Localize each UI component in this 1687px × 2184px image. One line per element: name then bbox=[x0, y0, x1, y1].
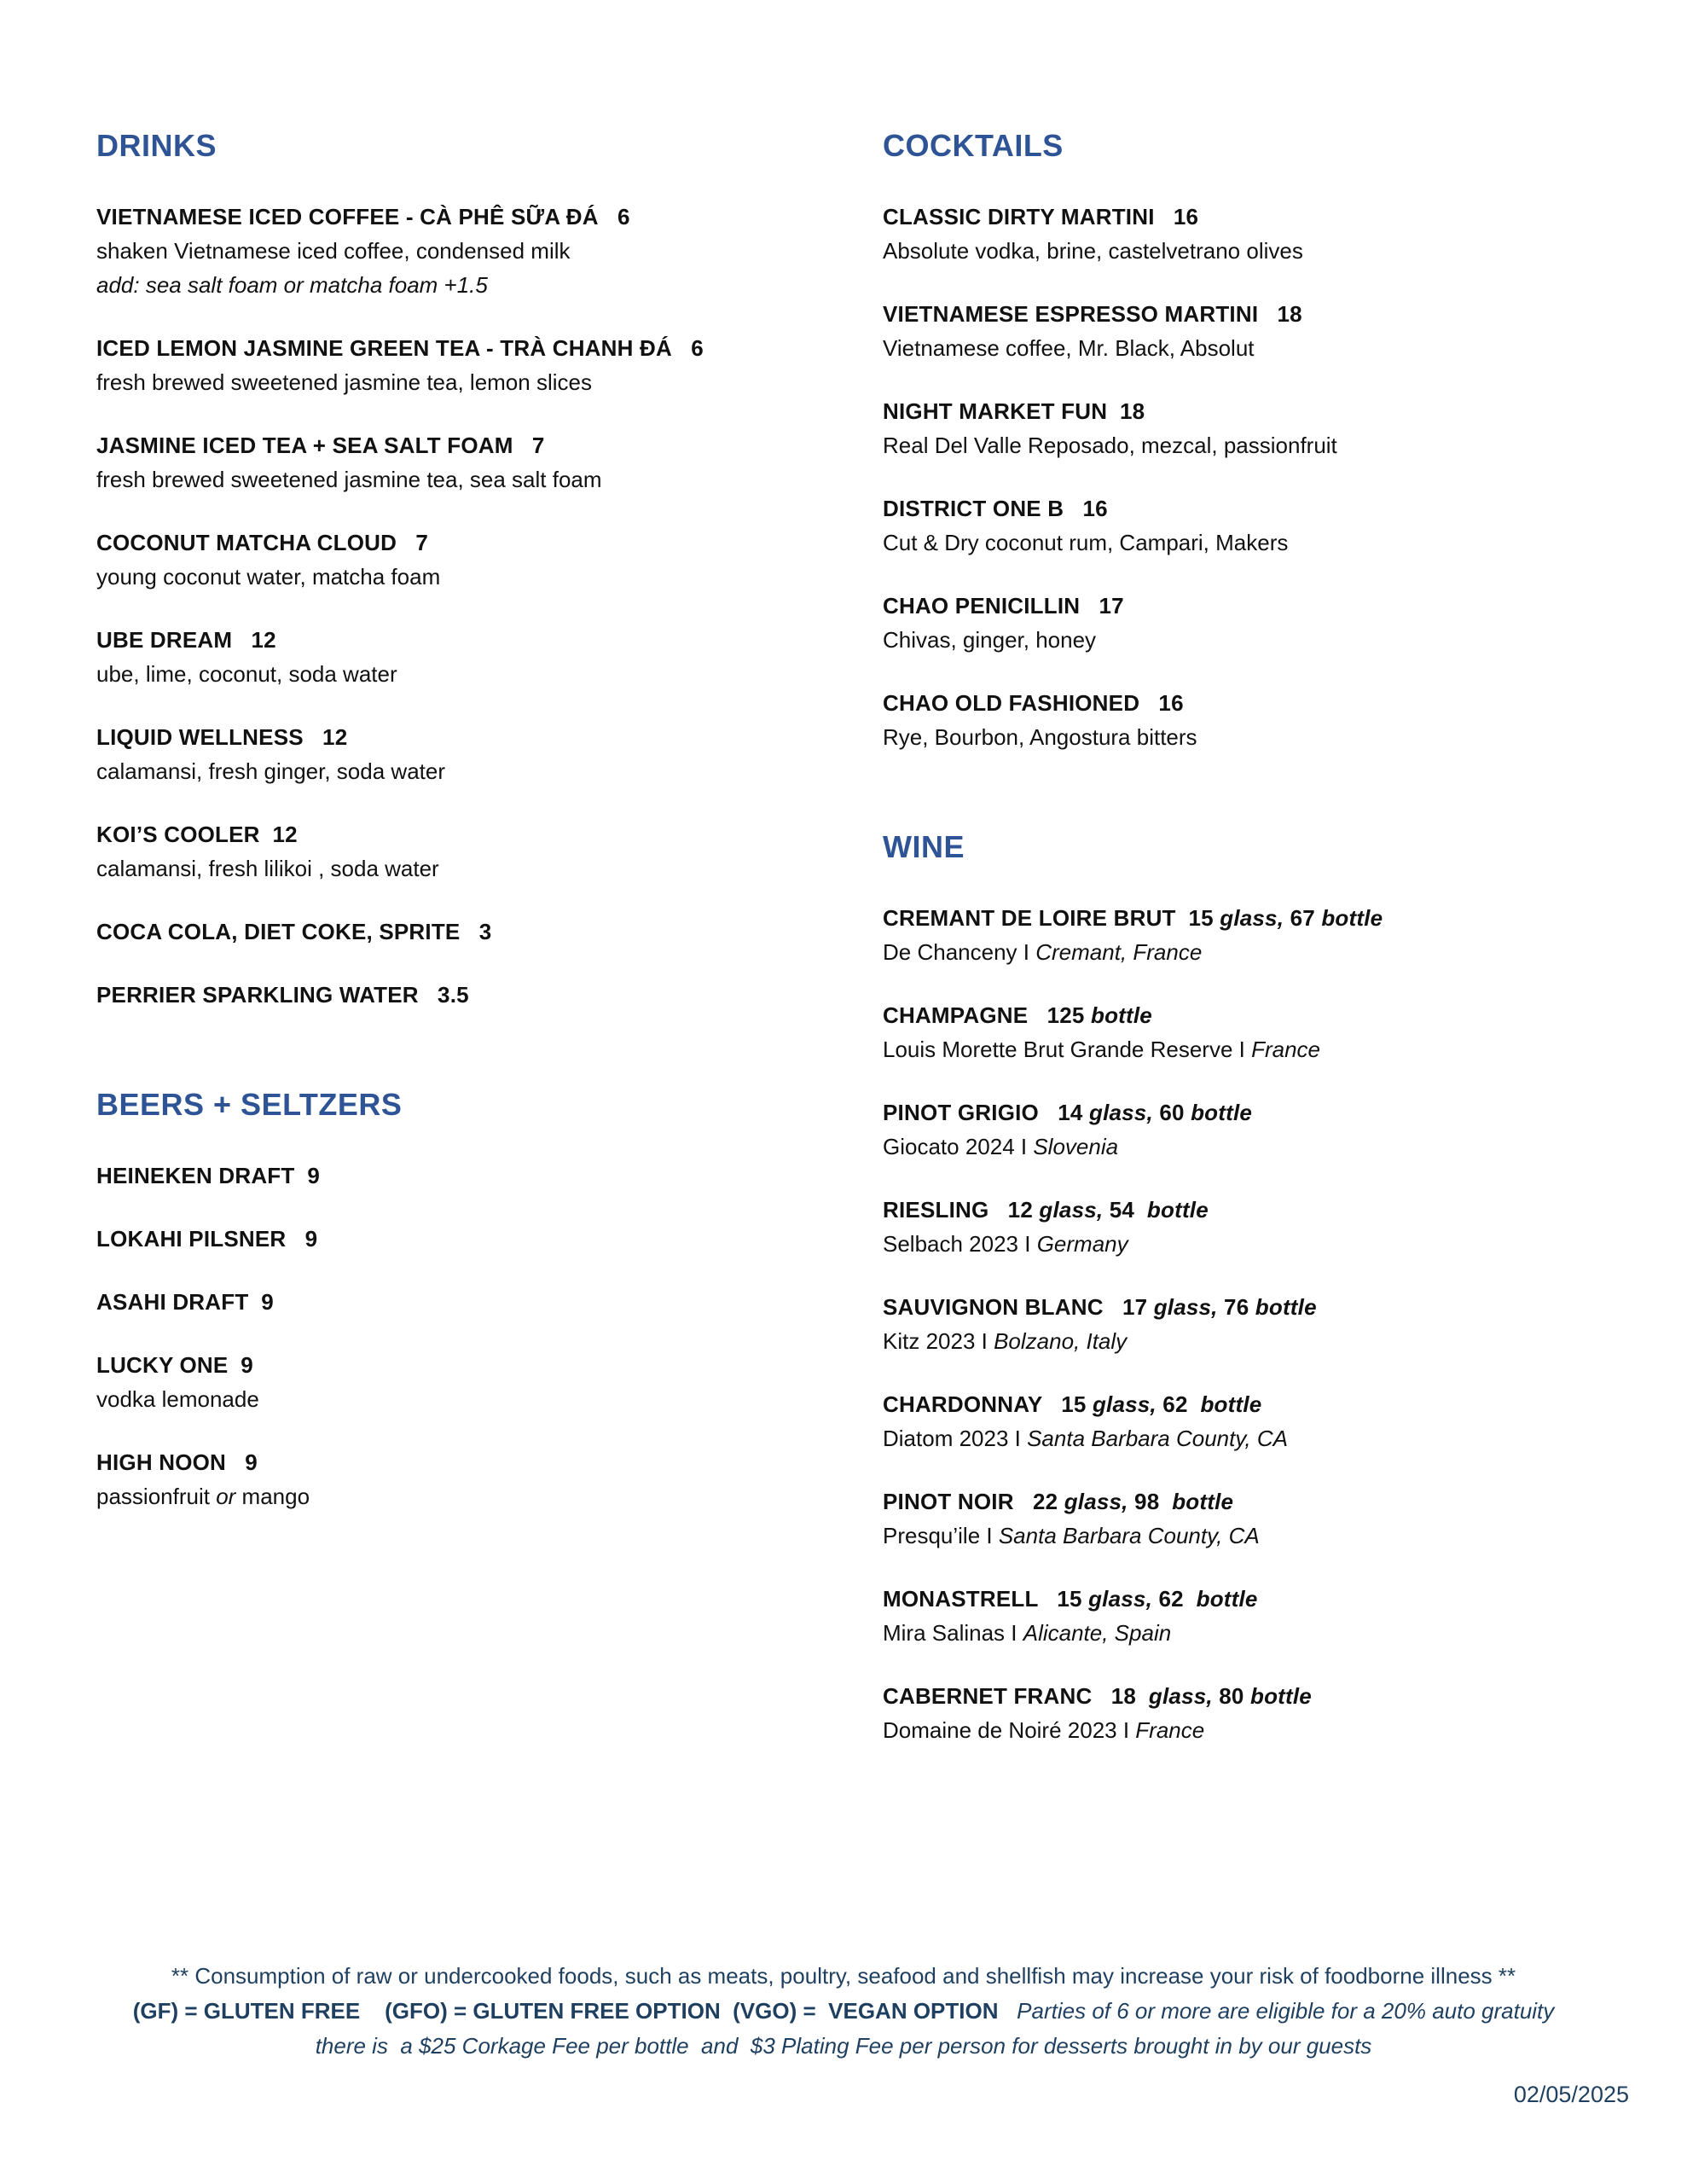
menu-item bbox=[96, 200, 864, 302]
menu-item bbox=[96, 1159, 864, 1193]
text-segment: bottle bbox=[1255, 1294, 1317, 1320]
text-segment: Giocato 2024 I bbox=[883, 1134, 1034, 1159]
text-segment: 62 bbox=[1156, 1391, 1201, 1417]
item-description bbox=[96, 365, 864, 399]
item-description bbox=[883, 1519, 1676, 1553]
text-segment: 62 bbox=[1152, 1586, 1197, 1612]
item-name-price bbox=[96, 623, 864, 657]
text-segment: Parties of 6 or more are eligible for a 20% auto gratuity bbox=[1017, 1998, 1555, 2024]
item-name-price bbox=[96, 428, 864, 462]
item-description bbox=[883, 1130, 1676, 1164]
text-segment: bottle bbox=[1191, 1100, 1253, 1125]
text-segment: LOKAHI PILSNER 9 bbox=[96, 1226, 318, 1252]
item-description bbox=[96, 754, 864, 788]
menu-item bbox=[96, 1222, 864, 1256]
text-segment: Slovenia bbox=[1033, 1134, 1119, 1159]
item-name-price bbox=[883, 1582, 1676, 1616]
item-name-price bbox=[883, 686, 1676, 720]
item-name-price bbox=[883, 491, 1676, 526]
menu-item bbox=[883, 200, 1676, 268]
text-segment: shaken Vietnamese iced coffee, condensed milk bbox=[96, 238, 571, 264]
text-segment: (GF) = GLUTEN FREE (GFO) = GLUTEN FREE OPTION (VGO) = VEGAN OPTION bbox=[132, 1998, 1017, 2024]
text-segment: CHAMPAGNE 125 bbox=[883, 1002, 1091, 1028]
text-segment: Rye, Bourbon, Angostura bitters bbox=[883, 724, 1197, 750]
text-segment: De Chanceny I bbox=[883, 939, 1036, 965]
item-name-price bbox=[883, 1290, 1676, 1324]
text-segment: HEINEKEN DRAFT 9 bbox=[96, 1163, 320, 1188]
text-segment: glass, bbox=[1092, 1391, 1157, 1417]
footer bbox=[0, 1959, 1687, 2064]
menu-item bbox=[883, 1387, 1676, 1455]
item-description bbox=[883, 1421, 1676, 1455]
text-segment: bottle bbox=[1321, 905, 1383, 931]
item-name-price bbox=[96, 978, 864, 1012]
text-segment: passionfruit bbox=[96, 1484, 217, 1509]
text-segment: NIGHT MARKET FUN 18 bbox=[883, 398, 1145, 424]
text-segment: fresh brewed sweetened jasmine tea, sea salt foam bbox=[96, 467, 602, 492]
item-name-price bbox=[96, 720, 864, 754]
text-segment: bottle bbox=[1091, 1002, 1152, 1028]
section-drinks bbox=[96, 128, 864, 1012]
menu-item bbox=[883, 1290, 1676, 1358]
item-description bbox=[883, 1227, 1676, 1261]
item-description bbox=[883, 428, 1676, 462]
text-segment: young coconut water, matcha foam bbox=[96, 564, 441, 590]
item-description bbox=[96, 234, 864, 268]
item-name-price bbox=[96, 1222, 864, 1256]
menu-item bbox=[96, 817, 864, 886]
text-segment: Cut & Dry coconut rum, Campari, Makers bbox=[883, 530, 1289, 555]
menu-item bbox=[883, 491, 1676, 560]
text-segment: HIGH NOON 9 bbox=[96, 1449, 258, 1475]
text-segment: or bbox=[216, 1484, 236, 1509]
text-segment: bottle bbox=[1250, 1683, 1312, 1709]
menu-item bbox=[883, 686, 1676, 754]
text-segment: CREMANT DE LOIRE BRUT 15 bbox=[883, 905, 1220, 931]
text-segment: bottle bbox=[1172, 1489, 1234, 1514]
text-segment: Real Del Valle Reposado, mezcal, passionfruit bbox=[883, 433, 1337, 458]
footer-line bbox=[0, 1994, 1687, 2029]
text-segment: glass, bbox=[1039, 1197, 1104, 1223]
menu-item bbox=[96, 1285, 864, 1319]
footer-line bbox=[0, 2029, 1687, 2064]
item-description bbox=[883, 1032, 1676, 1066]
section-wine bbox=[883, 829, 1676, 1747]
text-segment: UBE DREAM 12 bbox=[96, 627, 276, 653]
text-segment: Chivas, ginger, honey bbox=[883, 627, 1097, 653]
text-segment: CHARDONNAY 15 bbox=[883, 1391, 1093, 1417]
text-segment: vodka lemonade bbox=[96, 1386, 259, 1412]
text-segment: PERRIER SPARKLING WATER 3.5 bbox=[96, 982, 469, 1008]
menu-item bbox=[883, 901, 1676, 969]
item-description bbox=[96, 560, 864, 594]
menu-item bbox=[883, 1582, 1676, 1650]
text-segment: Presqu’ile I bbox=[883, 1523, 999, 1548]
text-segment: CABERNET FRANC 18 bbox=[883, 1683, 1149, 1709]
text-segment: RIESLING 12 bbox=[883, 1197, 1040, 1223]
item-description bbox=[883, 1324, 1676, 1358]
item-name-price bbox=[883, 1095, 1676, 1130]
item-description bbox=[883, 1713, 1676, 1747]
section-cocktails bbox=[883, 128, 1676, 754]
text-segment: VIETNAMESE ICED COFFEE - CÀ PHÊ SỮA ĐÁ 6 bbox=[96, 204, 630, 229]
text-segment: Santa Barbara County, CA bbox=[998, 1523, 1260, 1548]
text-segment: fresh brewed sweetened jasmine tea, lemon slices bbox=[96, 369, 592, 395]
item-description bbox=[96, 1479, 864, 1513]
text-segment: ASAHI DRAFT 9 bbox=[96, 1289, 274, 1315]
text-segment: calamansi, fresh lilikoi , soda water bbox=[96, 856, 439, 881]
text-segment: JASMINE ICED TEA + SEA SALT FOAM 7 bbox=[96, 433, 545, 458]
text-segment: SAUVIGNON BLANC 17 bbox=[883, 1294, 1154, 1320]
menu-item bbox=[883, 589, 1676, 657]
text-segment: LIQUID WELLNESS 12 bbox=[96, 724, 348, 750]
menu-item bbox=[96, 1348, 864, 1416]
menu-item bbox=[883, 297, 1676, 365]
menu-item bbox=[883, 1095, 1676, 1164]
text-segment: France bbox=[1251, 1037, 1321, 1062]
menu-item bbox=[883, 1679, 1676, 1747]
text-segment: CHAO OLD FASHIONED 16 bbox=[883, 690, 1184, 716]
menu-item bbox=[883, 394, 1676, 462]
text-segment: 80 bbox=[1212, 1683, 1250, 1709]
text-segment: Selbach 2023 I bbox=[883, 1231, 1037, 1257]
menu-item bbox=[96, 331, 864, 399]
text-segment: France bbox=[1135, 1717, 1205, 1743]
item-name-price bbox=[96, 1348, 864, 1382]
text-segment: 76 bbox=[1217, 1294, 1255, 1320]
text-segment: Diatom 2023 I bbox=[883, 1426, 1028, 1451]
text-segment: Cremant, France bbox=[1035, 939, 1203, 965]
item-description bbox=[883, 331, 1676, 365]
item-name-price bbox=[96, 1159, 864, 1193]
section-title-drinks: DRINKS bbox=[96, 128, 217, 163]
text-segment: bottle bbox=[1146, 1197, 1209, 1223]
item-name-price bbox=[96, 817, 864, 851]
text-segment: there is a $25 Corkage Fee per bottle and $3 Plating Fee per person for desserts brought in by our guests bbox=[315, 2033, 1372, 2059]
text-segment: glass, bbox=[1088, 1586, 1153, 1612]
text-segment: 98 bbox=[1128, 1489, 1173, 1514]
item-name-price bbox=[883, 1387, 1676, 1421]
item-description bbox=[96, 462, 864, 497]
text-segment: PINOT GRIGIO 14 bbox=[883, 1100, 1089, 1125]
text-segment: Mira Salinas I bbox=[883, 1620, 1023, 1646]
text-segment: Kitz 2023 I bbox=[883, 1328, 994, 1354]
text-segment: bottle bbox=[1200, 1391, 1262, 1417]
text-segment: glass, bbox=[1148, 1683, 1213, 1709]
footer-line bbox=[0, 1959, 1687, 1994]
item-name-price bbox=[883, 297, 1676, 331]
menu-item bbox=[883, 998, 1676, 1066]
text-segment: mango bbox=[235, 1484, 310, 1509]
menu-column-right bbox=[883, 128, 1676, 1776]
menu-item bbox=[96, 526, 864, 594]
text-segment: Vietnamese coffee, Mr. Black, Absolut bbox=[883, 335, 1255, 361]
item-name-price bbox=[883, 1193, 1676, 1227]
text-segment: ICED LEMON JASMINE GREEN TEA - TRÀ CHANH ĐÁ 6 bbox=[96, 335, 704, 361]
menu-item bbox=[96, 428, 864, 497]
text-segment: 67 bbox=[1284, 905, 1322, 931]
text-segment: Bolzano, Italy bbox=[994, 1328, 1128, 1354]
text-segment: 54 bbox=[1103, 1197, 1147, 1223]
item-description bbox=[96, 851, 864, 886]
text-segment: Alicante, Spain bbox=[1023, 1620, 1172, 1646]
item-name-price bbox=[96, 526, 864, 560]
section-title-beers-seltzers: BEERS + SELTZERS bbox=[96, 1087, 403, 1122]
item-name-price bbox=[883, 394, 1676, 428]
text-segment: CHAO PENICILLIN 17 bbox=[883, 593, 1124, 619]
text-segment: Santa Barbara County, CA bbox=[1027, 1426, 1288, 1451]
section-title-wine: WINE bbox=[883, 829, 965, 864]
item-description bbox=[883, 1616, 1676, 1650]
text-segment: MONASTRELL 15 bbox=[883, 1586, 1089, 1612]
menu-item bbox=[883, 1484, 1676, 1553]
item-name-price bbox=[96, 915, 864, 949]
section-title-cocktails: COCKTAILS bbox=[883, 128, 1064, 163]
item-description bbox=[883, 526, 1676, 560]
menu-date: 02/05/2025 bbox=[1513, 2082, 1629, 2107]
text-segment: COCONUT MATCHA CLOUD 7 bbox=[96, 530, 428, 555]
item-name-price bbox=[883, 998, 1676, 1032]
text-segment: add: sea salt foam or matcha foam +1.5 bbox=[96, 272, 488, 298]
item-description bbox=[883, 234, 1676, 268]
item-name-price bbox=[883, 589, 1676, 623]
text-segment: glass, bbox=[1088, 1100, 1153, 1125]
item-name-price bbox=[96, 200, 864, 234]
item-description bbox=[96, 1382, 864, 1416]
text-segment: calamansi, fresh ginger, soda water bbox=[96, 758, 445, 784]
menu-item bbox=[96, 1445, 864, 1513]
text-segment: Germany bbox=[1036, 1231, 1128, 1257]
text-segment: CLASSIC DIRTY MARTINI 16 bbox=[883, 204, 1199, 229]
item-name-price bbox=[96, 331, 864, 365]
item-name-price bbox=[96, 1285, 864, 1319]
text-segment: ube, lime, coconut, soda water bbox=[96, 661, 397, 687]
text-segment: glass, bbox=[1064, 1489, 1128, 1514]
item-description bbox=[883, 623, 1676, 657]
menu-item bbox=[96, 915, 864, 949]
text-segment: Domaine de Noiré 2023 I bbox=[883, 1717, 1136, 1743]
menu-item bbox=[96, 978, 864, 1012]
menu-column-left bbox=[96, 128, 864, 1542]
text-segment: COCA COLA, DIET COKE, SPRITE 3 bbox=[96, 919, 492, 944]
item-description bbox=[883, 935, 1676, 969]
item-name-price bbox=[883, 901, 1676, 935]
text-segment: Absolute vodka, brine, castelvetrano olives bbox=[883, 238, 1303, 264]
menu-item bbox=[96, 720, 864, 788]
menu-item bbox=[96, 623, 864, 691]
item-name-price bbox=[883, 1484, 1676, 1519]
item-description bbox=[96, 657, 864, 691]
item-name-price bbox=[883, 200, 1676, 234]
text-segment: Louis Morette Brut Grande Reserve I bbox=[883, 1037, 1252, 1062]
text-segment: glass, bbox=[1153, 1294, 1218, 1320]
item-name-price bbox=[883, 1679, 1676, 1713]
text-segment: glass, bbox=[1220, 905, 1284, 931]
text-segment: PINOT NOIR 22 bbox=[883, 1489, 1064, 1514]
text-segment: VIETNAMESE ESPRESSO MARTINI 18 bbox=[883, 301, 1302, 327]
text-segment: ** Consumption of raw or undercooked foods, such as meats, poultry, seafood and shellfish may increase your risk of foodborne illness ** bbox=[171, 1963, 1516, 1989]
text-segment: DISTRICT ONE B 16 bbox=[883, 496, 1108, 521]
item-description bbox=[883, 720, 1676, 754]
section-beers-seltzers bbox=[96, 1087, 864, 1513]
item-description bbox=[96, 268, 864, 302]
text-segment: 60 bbox=[1152, 1100, 1191, 1125]
text-segment: bottle bbox=[1196, 1586, 1258, 1612]
menu-item bbox=[883, 1193, 1676, 1261]
text-segment: KOI’S COOLER 12 bbox=[96, 822, 298, 847]
text-segment: LUCKY ONE 9 bbox=[96, 1352, 253, 1378]
item-name-price bbox=[96, 1445, 864, 1479]
